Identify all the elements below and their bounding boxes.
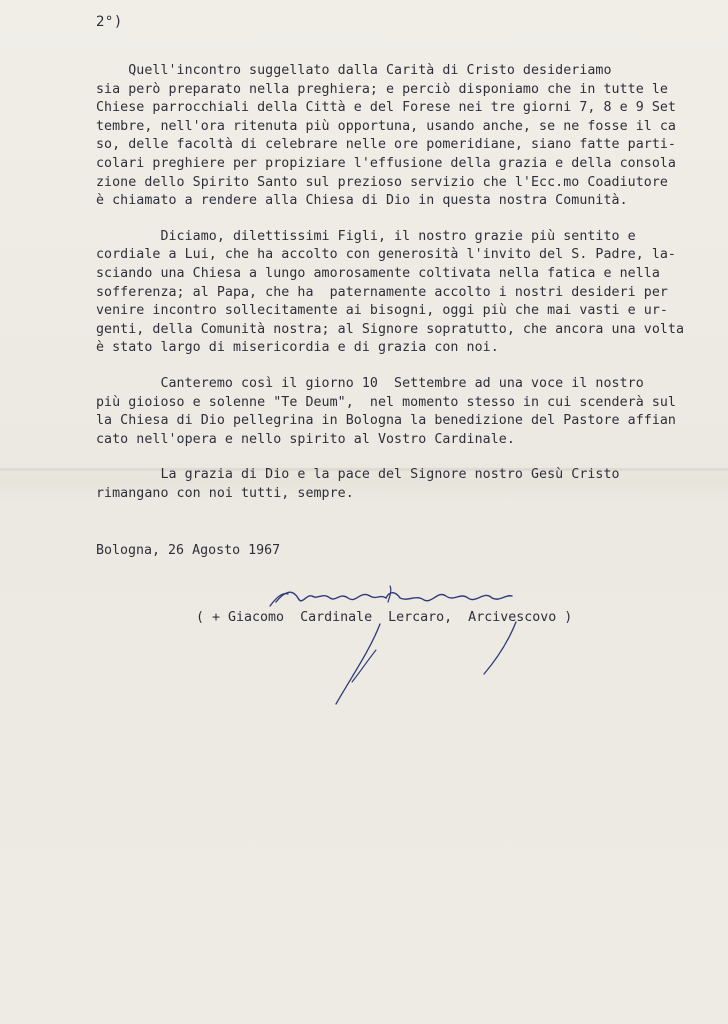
text-line: tembre, nell'ora ritenuta più opportuna, usando anche, se ne fosse il ca — [96, 118, 676, 134]
text-line: è stato largo di misericordia e di grazia con noi. — [96, 340, 499, 356]
page-number: 2°) — [96, 14, 123, 30]
date-line: Bologna, 26 Agosto 1967 — [96, 543, 281, 558]
text-line: cato nell'opera e nello spirito al Vostro Cardinale. — [96, 431, 515, 447]
paragraph-3 — [96, 375, 676, 449]
text-line: la Chiesa di Dio pellegrina in Bologna la benedizione del Pastore affian — [96, 413, 676, 429]
text-line: so, delle facoltà di celebrare nelle ore pomeridiane, siano fatte parti- — [96, 137, 676, 153]
text-line: venire incontro sollecitamente ai bisogni, oggi più che mai vasti e ur- — [96, 303, 668, 319]
text-line: Diciamo, dilettissimi Figli, il nostro grazie più sentito e — [96, 228, 636, 244]
text-line: Canteremo così il giorno 10 Settembre ad una voce il nostro — [96, 375, 644, 391]
text-line: sia però preparato nella preghiera; e perciò disponiamo che in tutte le — [96, 81, 668, 97]
handwritten-signature — [240, 580, 580, 710]
text-line: più gioioso e solenne "Te Deum", nel momento stesso in cui scenderà sul — [96, 394, 676, 410]
signatory-name: ( + Giacomo Cardinale Lercaro, Arcivescovo ) — [196, 610, 573, 625]
paragraph-1 — [96, 62, 676, 211]
text-line: Quell'incontro suggellato dalla Carità di Cristo desideriamo — [96, 63, 612, 78]
paragraph-2 — [96, 228, 685, 358]
text-line: sofferenza; al Papa, che ha paternamente accolto i nostri desideri per — [96, 284, 668, 300]
letter-body — [96, 62, 685, 520]
text-line: cordiale a Lui, che ha accolto con generosità l'invito del S. Padre, la- — [96, 247, 676, 263]
text-line: zione dello Spirito Santo sul prezioso servizio che l'Ecc.mo Coadiutore — [96, 174, 668, 190]
signature-drawing — [240, 580, 580, 710]
text-line: è chiamato a rendere alla Chiesa di Dio in questa nostra Comunità. — [96, 193, 628, 209]
text-line: rimangano con noi tutti, sempre. — [96, 485, 354, 501]
text-line: colari preghiere per propiziare l'effusione della grazia e della consola — [96, 155, 676, 171]
text-line: La grazia di Dio e la pace del Signore nostro Gesù Cristo — [96, 467, 620, 483]
text-line: Chiese parrocchiali della Città e del Forese nei tre giorni 7, 8 e 9 Set — [96, 100, 676, 116]
text-line: genti, della Comunità nostra; al Signore sopratutto, che ancora una volta — [96, 321, 685, 337]
paragraph-4 — [96, 466, 648, 503]
text-line: sciando una Chiesa a lungo amorosamente coltivata nella fatica e nella — [96, 265, 660, 281]
